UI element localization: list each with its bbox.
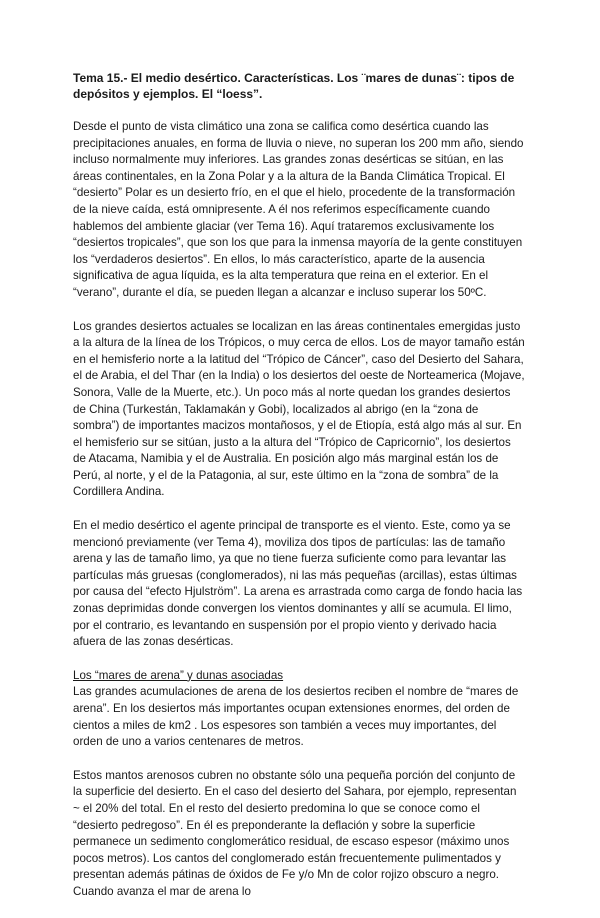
section-heading-mares-de-arena: Los “mares de arena” y dunas asociadas [73,668,284,682]
paragraph-desert-locations: Los grandes desiertos actuales se localizan en las áreas continentales emergidas justo a la altura de la línea de los Trópicos, o muy cerca de ellos. Los de mayor tamaño están en el hemisferio norte a la latitud del “Trópico de Cáncer”, caso del Desierto del Sahara, el de Arabia, el del Thar (en la India) o los desiertos del oeste de Norteamerica (Mojave, Sonora, Valle de la Muerte, etc.). Un poco más al norte quedan los grandes desiertos de China (Turkestán, Taklamakán y Gobi), localizados al abrigo (en la “zona de sombra”) de importantes macizos montañosos, y el de Etiopía, está algo más al sur. En el hemisferio sur se sitúan, justo a la altura del “Trópico de Capricornio”, los desiertos de Atacama, Namibia y el de Australia. En posición algo más marginal están los de Perú, al norte, y el de la Patagonia, al sur, este último en la “zona de sombra” de la Cordillera Andina. [73,319,525,499]
document-title: Tema 15.- El medio desértico. Características. Los ¨mares de dunas¨: tipos de depósitos y ejemplos. El “loess”. [73,71,515,101]
paragraph-mares-de-arena: Las grandes acumulaciones de arena de los desiertos reciben el nombre de “mares de arena”. En los desiertos más importantes ocupan extensiones enormes, del orden de cientos a miles de km2 . Los espesores son también a veces muy importantes, del orden de uno a varios centenares de metros. [73,685,519,749]
paragraph-wind-transport: En el medio desértico el agente principal de transporte es el viento. Este, como ya se mencionó previamente (ver Tema 4), moviliza dos tipos de partículas: las de tamaño arena y las de tamaño limo, ya que no tiene fuerza suficiente como para levantar las partículas más gruesas (conglomerados), ni las más pequeñas (arcillas), estas últimas por causa del “efecto Hjulström”. La arena es arrastrada como carga de fondo hacia las zonas deprimidas donde convergen los vientos dominantes y allí se acumula. El limo, por el contrario, es levantando en suspensión por el propio viento y derivado hacia afuera de las zonas desérticas. [73,519,523,649]
paragraph-climate-definition: Desde el punto de vista climático una zona se califica como desértica cuando las precipitaciones anuales, en forma de lluvia o nieve, no superan los 200 mm año, siendo incluso normalmente muy inferiores. Las grandes zonas desérticas se sitúan, en las áreas continentales, en la Zona Polar y a la altura de la Banda Climática Tropical. El “desierto” Polar es un desierto frío, en el que el hielo, procedente de la transformación de la nieve caída, está omnipresente. A él nos referimos específicamente cuando hablemos del ambiente glaciar (ver Tema 16). Aquí trataremos exclusivamente los “desiertos tropicales”, que son los que para la inmensa mayoría de la gente constituyen los “verdaderos desiertos”. En ellos, lo más característico, aparte de la ausencia significativa de agua líquida, es la alta temperatura que reina en el exterior. En el “verano”, durante el día, se pueden llegan a alcanzar e incluso superar los 50ºC. [73,120,524,299]
paragraph-mantos-arenosos: Estos mantos arenosos cubren no obstante sólo una pequeña porción del conjunto de la superficie del desierto. En el caso del desierto del Sahara, por ejemplo, representan ~ el 20% del total. En el resto del desierto predomina lo que se conoce como el “desierto pedregoso”. En él es preponderante la deflación y sobre la superficie permanece un sedimento conglomerático residual, de escaso espesor (máximo unos pocos metros). Los cantos del conglomerado están frecuentemente pulimentados y presentan además pátinas de óxidos de Fe y/o Mn de color rojizo obscuro a negro. Cuando avanza el mar de arena lo [73,768,517,898]
document-page [73,70,525,918]
